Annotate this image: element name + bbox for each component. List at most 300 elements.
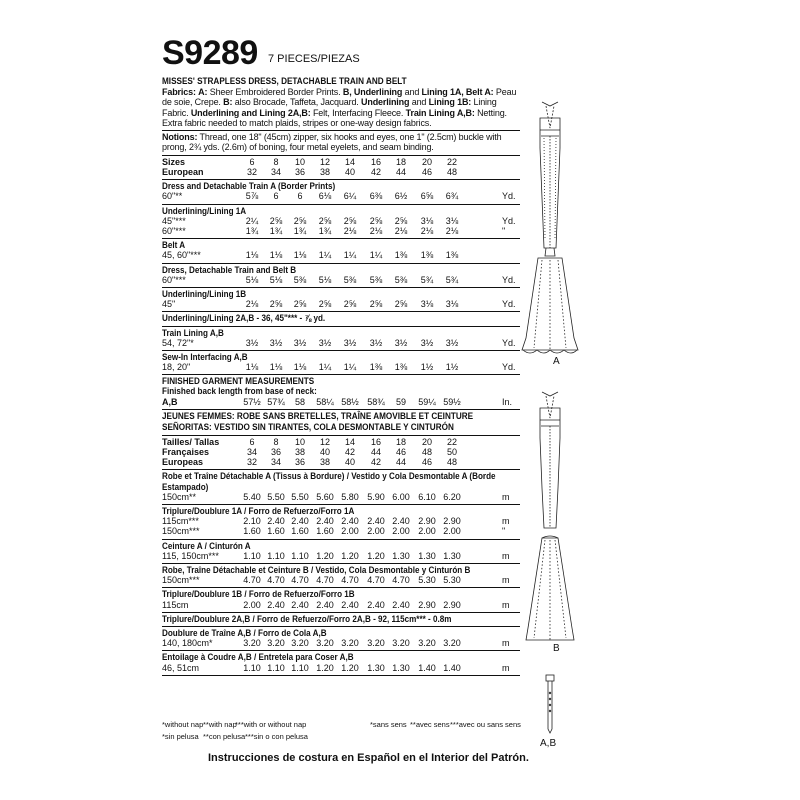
size-cell: 36 [294, 166, 305, 177]
section-title: Ceinture A / Cinturón A [162, 540, 251, 551]
row-label: 140, 180cm* [162, 638, 213, 649]
section-title: Dress and Detachable Train A (Border Prints) [162, 181, 336, 192]
unit-label: m [502, 638, 510, 649]
value-cell: 1⅜ [369, 362, 383, 373]
value-cell: 4.70 [243, 575, 261, 586]
yardage-row [162, 575, 520, 585]
value-cell: 1¾ [293, 225, 307, 236]
row-label: 150cm*** [162, 575, 200, 586]
value-cell: 6.10 [418, 491, 436, 502]
divider-rule [162, 435, 520, 436]
unit-label: Yd. [502, 215, 516, 226]
measurements-subtitle: Finished back length from base of neck: [162, 386, 317, 397]
value-cell: 3½ [420, 337, 434, 348]
section-title: Sew-In Interfacing A,B [162, 351, 248, 362]
size-row [162, 457, 520, 467]
value-cell: 4.70 [341, 575, 359, 586]
value-cell: 2.40 [367, 516, 385, 527]
size-cell: 10 [294, 156, 305, 167]
value-cell: 57½ [243, 396, 261, 407]
value-cell: 59¼ [418, 396, 436, 407]
notions-description [162, 132, 520, 153]
term-text: Felt, Interfacing Fleece. [310, 107, 406, 118]
bold-term: Underlining [353, 87, 403, 97]
section-title: Dress, Detachable Train and Belt B [162, 264, 297, 275]
section-title: Entoilage à Coudre A,B / Entretela para Coser A,B [162, 652, 354, 663]
row-label: European [162, 166, 204, 177]
unit-label: Yd. [502, 274, 516, 285]
unit-label: In. [502, 396, 513, 407]
value-cell: 1.40 [443, 662, 461, 673]
value-cell: 1¼ [369, 250, 383, 261]
value-cell: 5.30 [418, 575, 436, 586]
row-label: Sizes [162, 156, 186, 167]
value-cell: 2⅝ [293, 215, 307, 226]
value-cell: 22 [446, 436, 457, 447]
row-label: Europeas [162, 457, 204, 468]
term-text: Peau de soie, Crepe. [162, 87, 517, 108]
value-cell: 1¼ [318, 250, 332, 261]
value-cell: 5⅜ [394, 274, 408, 285]
value-cell: 2⅝ [369, 299, 383, 310]
row-label: 60"** [162, 191, 183, 202]
value-cell: 5⅜ [343, 274, 357, 285]
yardage-row [162, 216, 520, 226]
value-cell: 5.40 [243, 491, 261, 502]
value-cell: 16 [370, 436, 381, 447]
value-cell: 1.60 [267, 526, 285, 537]
size-cell: 18 [395, 156, 406, 167]
value-cell: 2.40 [367, 599, 385, 610]
value-cell: 1⅜ [420, 250, 434, 261]
value-cell: 3.20 [367, 638, 385, 649]
value-cell: 3½ [394, 337, 408, 348]
value-cell: 2⅛ [420, 225, 434, 236]
value-cell: 48 [446, 457, 457, 468]
value-cell: 1⅛ [245, 362, 259, 373]
size-cell: 22 [446, 156, 457, 167]
value-cell: 1⅛ [293, 362, 307, 373]
value-cell: 3.20 [243, 638, 261, 649]
value-cell: 5.90 [367, 491, 385, 502]
value-cell: 2.40 [267, 599, 285, 610]
value-cell: 48 [421, 447, 432, 458]
value-cell: 59 [395, 396, 406, 407]
value-cell: 2⅝ [394, 299, 408, 310]
value-cell: 2⅛ [245, 299, 259, 310]
value-cell: 1¼ [343, 250, 357, 261]
size-cell: 42 [370, 166, 381, 177]
value-cell: 1⅜ [445, 250, 459, 261]
section-title: Triplure/Doublure 1A / Forro de Refuerzo/Forro 1A [162, 506, 355, 517]
divider-rule [162, 238, 520, 239]
value-cell: 5⅞ [245, 191, 259, 202]
title-french: JEUNES FEMMES: ROBE SANS BRETELLES, TRAÎNE AMOVIBLE ET CEINTURE [162, 410, 474, 422]
size-cell: 48 [446, 166, 457, 177]
value-cell: 20 [421, 436, 432, 447]
value-cell: 5.50 [291, 491, 309, 502]
instructions-column [162, 76, 520, 677]
view-b-front-illustration [520, 388, 580, 646]
value-cell: 6⅝ [420, 191, 434, 202]
unit-label: " [502, 526, 506, 537]
section-title: Triplure/Doublure 2A,B / Forro de Refuerzo/Forro 2A,B - 92, 115cm*** - 0.8m [162, 613, 452, 624]
bold-term: Belt A: [465, 87, 494, 97]
value-cell: 1¼ [318, 362, 332, 373]
yardage-row [162, 338, 520, 348]
value-cell: 2.40 [392, 599, 410, 610]
unit-label: Yd. [502, 299, 516, 310]
value-cell: 1.10 [243, 550, 261, 561]
row-label: 45"*** [162, 215, 186, 226]
value-cell: 3.20 [267, 638, 285, 649]
value-cell: 5.30 [443, 575, 461, 586]
value-cell: 2⅝ [343, 215, 357, 226]
value-cell: 2⅝ [269, 215, 283, 226]
value-cell: 2.40 [267, 516, 285, 527]
value-cell: 1.60 [243, 526, 261, 537]
title-english: MISSES' STRAPLESS DRESS, DETACHABLE TRAIN AND BELT [162, 76, 407, 87]
divider-rule [162, 504, 520, 505]
term-text: also Brocade, Taffeta, Jacquard. [232, 97, 361, 108]
row-label: Françaises [162, 447, 210, 458]
value-cell: 2.90 [418, 599, 436, 610]
divider-rule [162, 326, 520, 327]
yardage-row [162, 638, 520, 648]
value-cell: 8 [273, 436, 279, 447]
unit-label: m [502, 516, 510, 527]
row-label: 115, 150cm*** [162, 550, 219, 561]
row-label: A,B [162, 396, 178, 407]
row-label: 60"*** [162, 225, 186, 236]
term-text: Thread, one 18" (45cm) zipper, six hooks and eyes, one 1" (2.5cm) buckle with prong, 2¾ yds. (2.6m) of boning, four metal eyelets, and seam binding. [162, 132, 502, 153]
value-cell: 5⅛ [318, 274, 332, 285]
section-title: Train Lining A,B [162, 327, 224, 338]
section-title: Triplure/Doublure 1B / Forro de Refuerzo/Forro 1B [162, 589, 355, 600]
value-cell: 1.20 [341, 662, 359, 673]
bold-term: Lining 1B: [428, 97, 472, 108]
yardage-row [162, 299, 520, 309]
value-cell: 3½ [269, 337, 283, 348]
bold-term: Underlining [361, 97, 410, 108]
value-cell: 6 [249, 436, 255, 447]
belt-illustration [540, 673, 560, 735]
value-cell: 5.80 [341, 491, 359, 502]
footnote-es-2: **con pelusa [203, 732, 246, 741]
value-cell: 6 [297, 191, 303, 202]
size-cell: 44 [395, 166, 406, 177]
value-cell: 2⅝ [293, 299, 307, 310]
footnote-en-2: **with nap [203, 720, 237, 729]
value-cell: 2.90 [418, 516, 436, 527]
divider-rule [162, 287, 520, 288]
unit-label: m [502, 599, 510, 610]
divider-rule [162, 130, 520, 131]
view-a-label: A [553, 356, 560, 367]
value-cell: 2.00 [243, 599, 261, 610]
value-cell: 1.10 [291, 662, 309, 673]
value-cell: 3⅛ [420, 215, 434, 226]
value-cell: 1.30 [392, 662, 410, 673]
value-cell: 3½ [293, 337, 307, 348]
value-cell: 59½ [443, 396, 461, 407]
bold-term: Lining 1A, [421, 87, 464, 97]
row-label: 46, 51cm [162, 662, 200, 673]
value-cell: 2⅛ [394, 225, 408, 236]
value-cell: 6¼ [343, 191, 357, 202]
size-row [162, 447, 520, 457]
value-cell: 44 [395, 457, 406, 468]
divider-rule [162, 155, 520, 156]
value-cell: 46 [421, 457, 432, 468]
belt-label: A,B [540, 738, 557, 749]
size-cell: 12 [319, 156, 330, 167]
bold-term: Fabrics: [162, 87, 196, 97]
value-cell: 3.20 [443, 638, 461, 649]
size-cell: 20 [421, 156, 432, 167]
size-cell: 8 [273, 156, 279, 167]
row-label: 150cm*** [162, 526, 200, 537]
term-text: Lining Fabric. [162, 97, 497, 118]
value-cell: 3½ [369, 337, 383, 348]
row-label: Tailles/ Tallas [162, 436, 220, 447]
value-cell: 3.20 [392, 638, 410, 649]
yardage-row [162, 516, 520, 526]
row-label: 115cm [162, 599, 189, 610]
unit-label: m [502, 491, 510, 502]
value-cell: 32 [246, 457, 257, 468]
value-cell: 3⅛ [445, 215, 459, 226]
row-label: 18, 20" [162, 362, 191, 373]
value-cell: 5.60 [316, 491, 334, 502]
bold-term: A: [198, 87, 208, 97]
value-cell: 18 [395, 436, 406, 447]
value-cell: 6⅛ [318, 191, 332, 202]
yardage-row [162, 663, 520, 673]
value-cell: 3.20 [291, 638, 309, 649]
value-cell: 36 [270, 447, 281, 458]
value-cell: 2⅛ [343, 225, 357, 236]
value-cell: 1⅛ [293, 250, 307, 261]
value-cell: 4.70 [392, 575, 410, 586]
value-cell: 14 [344, 436, 355, 447]
value-cell: 1.10 [267, 662, 285, 673]
value-cell: 1⅜ [394, 362, 408, 373]
pieces-count: 7 PIECES/PIEZAS [268, 53, 360, 65]
divider-rule [162, 469, 520, 470]
yardage-row [162, 226, 520, 236]
bold-term: Notions: [162, 132, 198, 143]
divider-rule [162, 409, 520, 410]
divider-rule [162, 263, 520, 264]
divider-rule [162, 626, 520, 627]
value-cell: 1½ [420, 362, 434, 373]
footnote-fr-2: **avec sens [410, 720, 450, 729]
divider-rule [162, 179, 520, 180]
value-cell: 2⅝ [343, 299, 357, 310]
value-cell: 58¼ [316, 396, 334, 407]
unit-label: " [502, 225, 506, 236]
row-label: 45, 60"*** [162, 250, 201, 261]
value-cell: 1½ [445, 362, 459, 373]
value-cell: 3⅛ [445, 299, 459, 310]
term-text: Netting. Extra fabric needed to match plaids, stripes or one-way design fabrics. [162, 107, 507, 128]
size-cell: 16 [370, 156, 381, 167]
yardage-row [162, 526, 520, 536]
value-cell: 1.60 [291, 526, 309, 537]
value-cell: 3½ [318, 337, 332, 348]
row-label: 60"*** [162, 274, 186, 285]
row-label: 150cm** [162, 491, 197, 502]
title-spanish: SEÑORITAS: VESTIDO SIN TIRANTES, COLA DESMONTABLE Y CINTURÓN [162, 421, 454, 433]
value-cell: 40 [344, 457, 355, 468]
pattern-number: S9289 [162, 34, 258, 72]
value-cell: 38 [319, 457, 330, 468]
footnote-en-3: ***with or without nap [235, 720, 307, 729]
value-cell: 4.70 [291, 575, 309, 586]
value-cell: 58¾ [367, 396, 385, 407]
section-title: Doublure de Traîne A,B / Forro de Cola A,B [162, 627, 327, 638]
value-cell: 38 [294, 447, 305, 458]
size-cell: 14 [344, 156, 355, 167]
value-cell: 1.20 [367, 550, 385, 561]
value-cell: 2.00 [443, 526, 461, 537]
value-cell: 3½ [245, 337, 259, 348]
value-cell: 5⅜ [369, 274, 383, 285]
value-cell: 5⅜ [293, 274, 307, 285]
row-label: 54, 72"* [162, 337, 194, 348]
value-cell: 42 [370, 457, 381, 468]
value-cell: 1¾ [318, 225, 332, 236]
value-cell: 6¾ [445, 191, 459, 202]
value-cell: 5⅛ [245, 274, 259, 285]
value-cell: 1.10 [291, 550, 309, 561]
value-cell: 1.20 [316, 550, 334, 561]
view-b-label: B [553, 643, 560, 654]
value-cell: 1⅛ [269, 362, 283, 373]
section-title: Belt A [162, 240, 186, 251]
view-a-front-illustration [520, 98, 580, 358]
value-cell: 2.40 [341, 516, 359, 527]
yardage-row [162, 600, 520, 610]
yardage-row [162, 191, 520, 201]
value-cell: 4.70 [316, 575, 334, 586]
value-cell: 2.00 [341, 526, 359, 537]
value-cell: 2.40 [316, 516, 334, 527]
value-cell: 1.40 [418, 662, 436, 673]
section-title: Robe et Traîne Détachable A (Tissus à Bordure) / Vestido y Cola Desmontable A (Borde [162, 471, 496, 482]
row-label: 45" [162, 299, 176, 310]
size-cell: 40 [344, 166, 355, 177]
value-cell: 5¾ [420, 274, 434, 285]
european-sizes-row [162, 167, 520, 177]
section-title: Underlining/Lining 1B [162, 288, 247, 299]
value-cell: 2⅝ [318, 215, 332, 226]
term-text: and [402, 87, 422, 97]
value-cell: 1⅛ [245, 250, 259, 261]
value-cell: 2.40 [392, 516, 410, 527]
footnote-fr-3: ***avec ou sans sens [450, 720, 521, 729]
value-cell: 46 [395, 447, 406, 458]
value-cell: 34 [270, 457, 281, 468]
value-cell: 3½ [343, 337, 357, 348]
value-cell: 3.20 [316, 638, 334, 649]
divider-rule [162, 587, 520, 588]
divider-rule [162, 539, 520, 540]
value-cell: 6.00 [392, 491, 410, 502]
value-cell: 34 [246, 447, 257, 458]
value-cell: 2¼ [245, 215, 259, 226]
unit-label: m [502, 662, 510, 673]
unit-label: m [502, 550, 510, 561]
bold-term: B: [223, 97, 233, 108]
value-cell: 2.40 [291, 599, 309, 610]
divider-rule [162, 311, 520, 312]
value-cell: 2.10 [243, 516, 261, 527]
divider-rule [162, 650, 520, 651]
footnote-es-1: *sin pelusa [162, 732, 199, 741]
measurements-title: FINISHED GARMENT MEASUREMENTS [162, 376, 315, 387]
value-cell: 1.20 [341, 550, 359, 561]
yardage-row [162, 275, 520, 285]
size-cell: 6 [249, 156, 255, 167]
value-cell: 5⅛ [269, 274, 283, 285]
yardage-row [162, 492, 520, 502]
section-title-cont: Estampado) [162, 481, 209, 492]
sizes-row [162, 157, 520, 167]
section-title: Robe, Traîne Détachable et Ceinture B / Vestido, Cola Desmontable y Cinturón B [162, 565, 471, 575]
value-cell: 1.30 [443, 550, 461, 561]
value-cell: 2.40 [341, 599, 359, 610]
value-cell: 57¾ [267, 396, 285, 407]
value-cell: 2.90 [443, 599, 461, 610]
value-cell: 1¾ [245, 225, 259, 236]
unit-label: Yd. [502, 191, 516, 202]
value-cell: 6.20 [443, 491, 461, 502]
bold-term: Underlining and Lining 2A,B: [190, 107, 311, 118]
value-cell: 1.20 [316, 662, 334, 673]
footnote-en-1: *without nap [162, 720, 204, 729]
size-row [162, 437, 520, 447]
value-cell: 3⅛ [420, 299, 434, 310]
value-cell: 2.00 [392, 526, 410, 537]
value-cell: 2⅝ [369, 215, 383, 226]
value-cell: 1.30 [418, 550, 436, 561]
value-cell: 2⅛ [445, 225, 459, 236]
value-cell: 3.20 [341, 638, 359, 649]
measurement-row [162, 397, 520, 407]
value-cell: 3.20 [418, 638, 436, 649]
size-cell: 34 [270, 166, 281, 177]
value-cell: 2.00 [418, 526, 436, 537]
value-cell: 6½ [394, 191, 408, 202]
term-text: Sheer Embroidered Border Prints. [207, 87, 343, 97]
fabrics-description [162, 87, 520, 128]
value-cell: 2⅛ [369, 225, 383, 236]
divider-rule [162, 612, 520, 613]
value-cell: 58 [294, 396, 305, 407]
value-cell: 1.30 [392, 550, 410, 561]
value-cell: 4.70 [367, 575, 385, 586]
bold-term: B, [342, 87, 352, 97]
footnote-es-3: ***sin o con pelusa [245, 732, 308, 741]
value-cell: 2⅝ [394, 215, 408, 226]
value-cell: 42 [344, 447, 355, 458]
size-cell: 32 [246, 166, 257, 177]
value-cell: 2.90 [443, 516, 461, 527]
value-cell: 1¾ [269, 225, 283, 236]
value-cell: 40 [319, 447, 330, 458]
